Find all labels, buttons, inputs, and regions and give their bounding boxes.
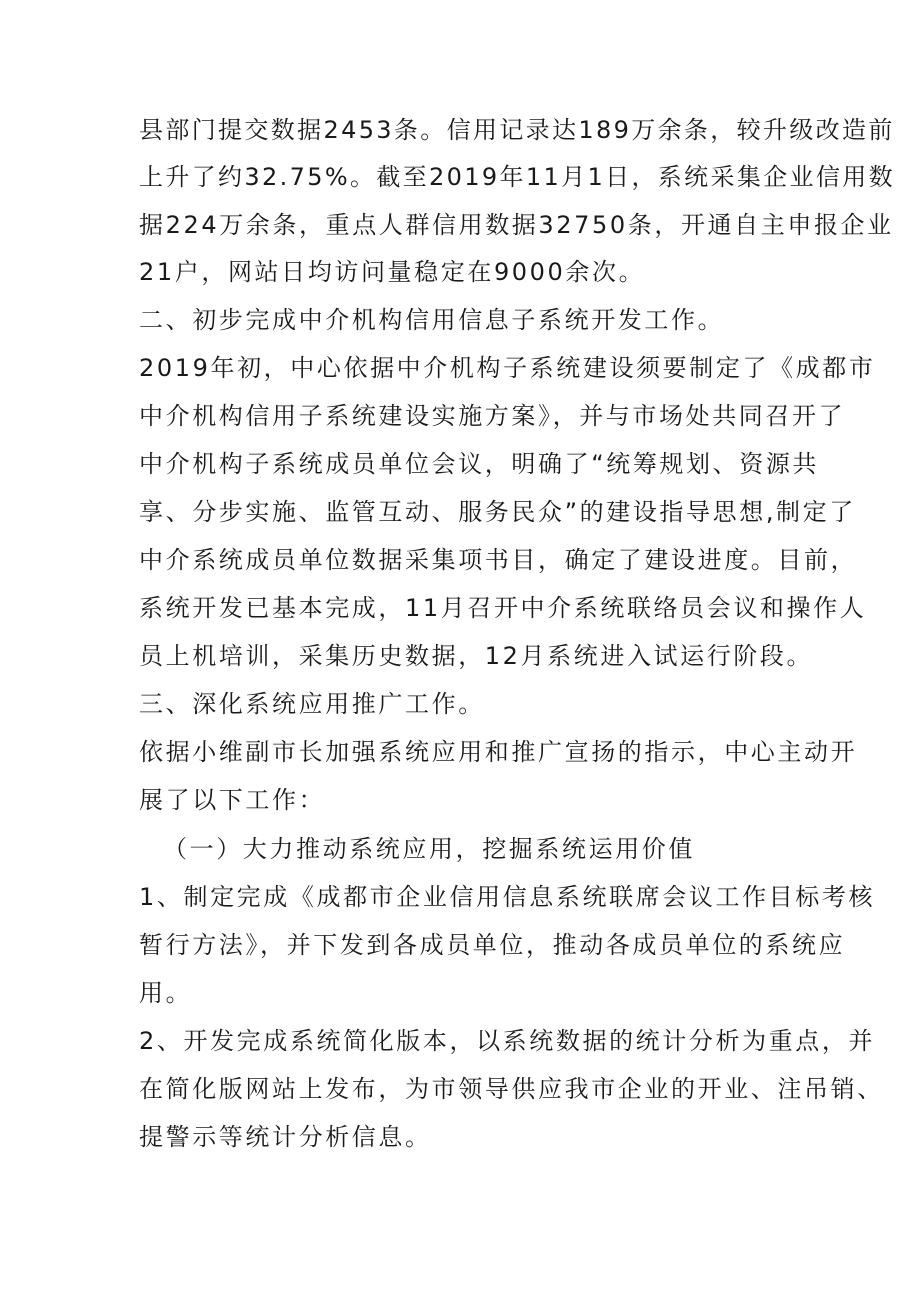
text-line: 县部门提交数据2453条。信用记录达189万余条，较升级改造前 [139,116,895,144]
text-line: 中介机构信用子系统建设实施方案》，并与市场处共同召开了 [139,402,846,430]
text-line: 享、分步实施、监管互动、服务民众”的建设指导思想,制定了 [139,498,856,526]
text-line: 系统开发已基本完成，11月召开中介系统联络员会议和操作人 [139,594,867,622]
text-line: 用。 [139,979,193,1007]
text-line: 在简化版网站上发布，为市领导供应我市企业的开业、注吊销、 [139,1075,884,1103]
text-line: 据224万余条，重点人群信用数据32750条，开通自主申报企业 [139,211,894,239]
section-heading: 二、初步完成中介机构信用信息子系统开发工作。 [139,306,725,334]
text-line: 21户，网站日均访问量稳定在9000余次。 [139,258,646,286]
text-line: 提警示等统计分析信息。 [139,1123,432,1151]
section-heading: 三、深化系统应用推广工作。 [139,690,485,718]
text-line: 依据小维副市长加强系统应用和推广宣扬的指示，中心主动开 [139,738,858,766]
text-line: 员上机培训，采集历史数据，12月系统进入试运行阶段。 [139,642,814,670]
text-line: 2、开发完成系统简化版本，以系统数据的统计分析为重点，并 [139,1027,876,1055]
text-line: 中介系统成员单位数据采集项书目，确定了建设进度。目前， [139,546,858,574]
text-line: 暂行方法》，并下发到各成员单位，推动各成员单位的系统应 [139,931,846,959]
text-line: 上升了约32.75%。截至2019年11月1日，系统采集企业信用数 [139,163,895,191]
text-line: 中介机构子系统成员单位会议，明确了“统筹规划、资源共 [139,450,820,478]
subsection-heading: （一）大力推动系统应用，挖掘系统运用价值 [163,835,695,863]
text-line: 2019年初，中心依据中介机构子系统建设须要制定了《成都市 [139,354,876,382]
text-line: 展了以下工作： [139,786,326,814]
text-line: 1、制定完成《成都市企业信用信息系统联席会议工作目标考核 [139,883,876,911]
